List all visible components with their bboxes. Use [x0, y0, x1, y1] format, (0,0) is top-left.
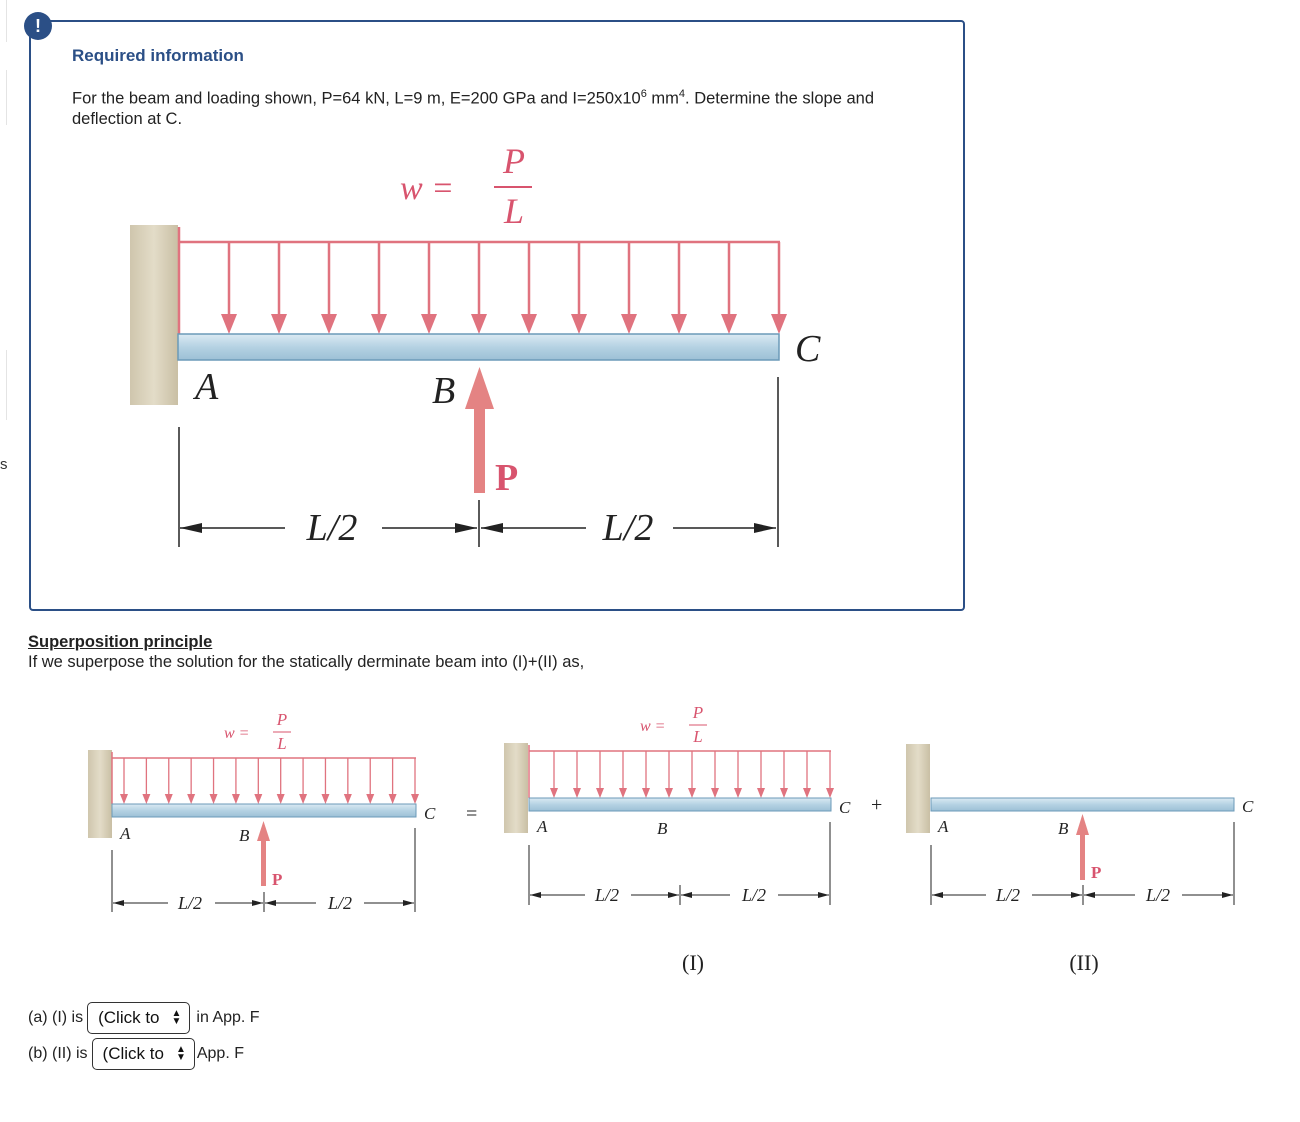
edge-divider: [0, 350, 7, 420]
dim-arrow: [252, 900, 263, 906]
question-a-row: [28, 1001, 260, 1035]
main-beam-figure: [120, 135, 840, 560]
beam: [529, 798, 831, 811]
load-arrow-head: [254, 794, 262, 804]
load-arrow-head: [221, 314, 237, 334]
dim-left-label: L/2: [177, 893, 203, 913]
load-arrow-head: [619, 788, 627, 798]
load-arrow-head: [665, 788, 673, 798]
load-arrow-head: [803, 788, 811, 798]
point-B-label: B: [1058, 819, 1069, 838]
problem-prefix: For the beam and loading shown, P=64 kN, L=9 m, E=200 GPa and I=250x10: [72, 89, 641, 108]
load-arrow-head: [344, 794, 352, 804]
load-fraction-denominator: L: [503, 191, 525, 231]
edge-divider: [0, 0, 7, 42]
load-arrow-head: [571, 314, 587, 334]
load-arrow-head: [471, 314, 487, 334]
load-arrow-head: [671, 314, 687, 334]
dim-right-label: L/2: [1145, 885, 1171, 905]
point-B-label: B: [239, 826, 250, 845]
required-info-title: Required information: [72, 46, 244, 65]
caption-I: (I): [682, 950, 704, 975]
edge-divider: [0, 70, 7, 125]
caption-II: (II): [1069, 950, 1099, 975]
load-arrow-head: [688, 788, 696, 798]
reaction-arrow-shaft: [261, 838, 266, 886]
dim-arrow: [180, 523, 202, 533]
dim-left-label: L/2: [594, 885, 620, 905]
load-arrow-head: [411, 794, 419, 804]
load-arrow-head: [521, 314, 537, 334]
load-arrow-head: [573, 788, 581, 798]
load-arrow-head: [550, 788, 558, 798]
beam: [178, 334, 779, 360]
dim-left-label: L/2: [306, 507, 358, 549]
load-arrow-head: [299, 794, 307, 804]
dim-right-label: L/2: [327, 893, 353, 913]
distributed-load-arrows: [120, 758, 419, 804]
load-arrow-head: [826, 788, 834, 798]
load-fraction-numerator: P: [692, 703, 704, 722]
problem-suffix: . Determine the slope and deflection at C.: [72, 89, 874, 128]
plus-sign: +: [871, 794, 883, 816]
load-arrow-head: [780, 788, 788, 798]
load-arrow-head: [734, 788, 742, 798]
dim-arrow: [1071, 892, 1082, 898]
question-b-row: [28, 1037, 244, 1071]
small-figure-II: [906, 744, 1254, 975]
load-arrow-head: [321, 794, 329, 804]
dim-arrow: [932, 892, 943, 898]
question-b-suffix: App. F: [196, 1045, 244, 1062]
dim-arrow: [754, 523, 776, 533]
load-arrow-head: [711, 788, 719, 798]
load-arrow-head: [721, 314, 737, 334]
point-C-label: C: [839, 798, 851, 817]
load-arrow-head: [771, 314, 787, 334]
exclamation-icon: !: [24, 12, 52, 40]
question-b-select[interactable]: [92, 1038, 195, 1070]
point-A-label: A: [195, 366, 219, 408]
exponent-4: 4: [678, 88, 686, 100]
load-intensity-label: w =: [224, 725, 250, 742]
question-a-suffix: in App. F: [196, 1009, 260, 1026]
dim-arrow: [403, 900, 414, 906]
reaction-arrow-head: [1076, 814, 1089, 835]
dim-arrow: [1222, 892, 1233, 898]
load-fraction-denominator: L: [277, 734, 287, 753]
load-arrow-head: [371, 314, 387, 334]
load-arrow-head: [642, 788, 650, 798]
problem-unit: mm: [646, 89, 679, 108]
dim-right-label: L/2: [602, 507, 654, 549]
reaction-arrow-head: [465, 367, 494, 409]
dim-arrow: [818, 892, 829, 898]
load-arrow-head: [277, 794, 285, 804]
load-fraction-numerator: P: [276, 710, 288, 729]
select-stepper-icon: ▲ ▼: [175, 1044, 186, 1063]
question-a-select-value: (Click to: [98, 1008, 160, 1027]
dim-arrow: [455, 523, 477, 533]
dim-arrow: [1084, 892, 1095, 898]
dim-arrow: [681, 892, 692, 898]
point-C-label: C: [424, 804, 436, 823]
reaction-P-label: P: [495, 457, 519, 499]
load-arrow-head: [120, 794, 128, 804]
load-arrow-head: [389, 794, 397, 804]
load-arrow-head: [210, 794, 218, 804]
beam: [112, 804, 416, 817]
fixed-support-wall: [906, 744, 930, 833]
question-a-select[interactable]: [87, 1002, 190, 1034]
distributed-load-arrows: [221, 242, 787, 334]
select-stepper-icon: ▲ ▼: [171, 1008, 182, 1027]
superposition-text: If we superpose the solution for the statically derminate beam into (I)+(II) as,: [28, 653, 585, 671]
point-A-label: A: [120, 824, 131, 843]
load-arrow-head: [271, 314, 287, 334]
load-fraction-numerator: P: [503, 141, 525, 181]
load-arrow-head: [321, 314, 337, 334]
problem-statement: [72, 84, 932, 129]
fixed-support-wall: [88, 750, 112, 838]
reaction-P-label: P: [272, 870, 283, 889]
small-figure-original: [88, 710, 436, 913]
question-a-prefix: (a) (I) is: [28, 1009, 84, 1026]
point-C-label: C: [795, 328, 821, 370]
load-intensity-label: w =: [640, 718, 666, 735]
reaction-arrow-shaft: [1080, 832, 1085, 880]
reaction-P-label: P: [1091, 863, 1102, 882]
fixed-support-wall: [130, 225, 178, 405]
load-fraction-denominator: L: [693, 727, 703, 746]
load-arrow-head: [142, 794, 150, 804]
load-arrow-head: [187, 794, 195, 804]
point-A-label: A: [537, 817, 548, 836]
point-B-label: B: [657, 819, 668, 838]
exponent-6: 6: [640, 88, 647, 100]
load-arrow-head: [596, 788, 604, 798]
dim-left-label: L/2: [995, 885, 1021, 905]
question-b-select-value: (Click to: [102, 1044, 164, 1063]
load-arrow-head: [421, 314, 437, 334]
distributed-load-arrows: [550, 751, 834, 798]
superposition-title: Superposition principle: [28, 633, 213, 651]
load-arrow-head: [757, 788, 765, 798]
reaction-arrow-head: [257, 821, 270, 841]
fixed-support-wall: [504, 743, 528, 833]
dim-arrow: [265, 900, 276, 906]
point-A-label: A: [938, 817, 949, 836]
small-figure-I: [504, 703, 851, 975]
load-intensity-label: w =: [400, 170, 455, 207]
dim-right-label: L/2: [741, 885, 767, 905]
dim-arrow: [530, 892, 541, 898]
beam: [931, 798, 1234, 811]
dim-arrow: [481, 523, 503, 533]
point-B-label: B: [432, 370, 456, 412]
question-b-prefix: (b) (II) is: [28, 1045, 88, 1062]
load-arrow-head: [366, 794, 374, 804]
superposition-figures: [80, 700, 1280, 985]
load-arrow-head: [232, 794, 240, 804]
dim-arrow: [668, 892, 679, 898]
equals-sign: =: [466, 803, 478, 825]
load-arrow-head: [621, 314, 637, 334]
dim-arrow: [113, 900, 124, 906]
load-arrow-head: [165, 794, 173, 804]
reaction-arrow-shaft: [474, 403, 485, 493]
point-C-label: C: [1242, 797, 1254, 816]
edge-letter: s: [0, 456, 8, 473]
